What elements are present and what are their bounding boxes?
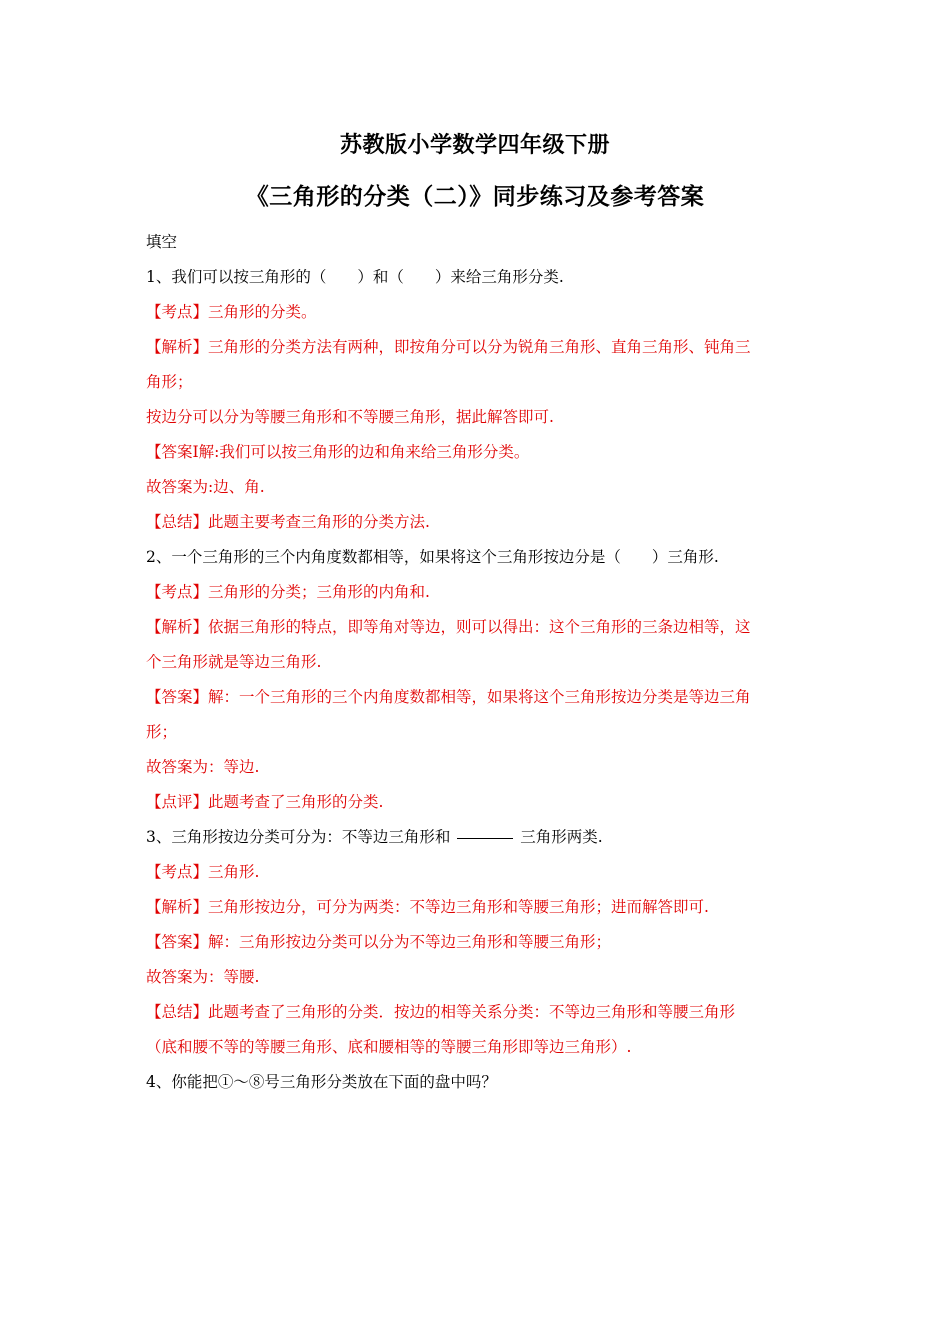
q2-question: 2、一个三角形的三个内角度数都相等，如果将这个三角形按边分是（ ）三角形.: [146, 548, 719, 566]
q2-jiexi-1: 【解析】依据三角形的特点，即等角对等边，则可以得出：这个三角形的三条边相等，这: [146, 618, 751, 636]
title-line-1: 苏教版小学数学四年级下册: [339, 132, 610, 158]
q1-jiexi-1: 【解析】三角形的分类方法有两种，即按角分可以分为锐角三角形、直角三角形、钝角三: [146, 338, 751, 356]
title-line-2: 《三角形的分类（二）》同步练习及参考答案: [245, 183, 705, 210]
q3-answer-blank: [457, 837, 513, 839]
q1-jiexi-3: 按边分可以分为等腰三角形和不等腰三角形，据此解答即可.: [146, 408, 554, 426]
section-heading: 填空: [146, 233, 178, 251]
q1-answer: 【答案Ⅰ解:我们可以按三角形的边和角来给三角形分类。: [146, 443, 530, 461]
content: [146, 225, 806, 1100]
q4-question: 4、你能把①～⑧号三角形分类放在下面的盘中吗？: [146, 1073, 497, 1091]
q3-kaodian: 【考点】三角形.: [146, 863, 260, 881]
q1-kaodian: 【考点】三角形的分类。: [146, 303, 317, 321]
q2-jiexi-2: 个三角形就是等边三角形.: [146, 653, 322, 671]
q2-answer-1: 【答案】解：一个三角形的三个内角度数都相等，如果将这个三角形按边分类是等边三角: [146, 688, 751, 706]
q3-question: [146, 820, 806, 855]
q2-kaodian: 【考点】三角形的分类；三角形的内角和.: [146, 583, 430, 601]
q3-question-end: 三角形两类.: [520, 828, 603, 846]
q3-question-start: 3、三角形按边分类可分为：不等边三角形和: [146, 828, 451, 846]
q1-jiexi-2: 角形；: [146, 373, 193, 391]
q3-answer: 【答案】解：三角形按边分类可以分为不等边三角形和等腰三角形；: [146, 933, 612, 951]
q2-answer-2: 形；: [146, 723, 178, 741]
q2-review: 【点评】此题考查了三角形的分类.: [146, 793, 384, 811]
q3-final: 故答案为：等腰.: [146, 968, 260, 986]
q3-summary-1: 【总结】此题考查了三角形的分类．按边的相等关系分类：不等边三角形和等腰三角形: [146, 1003, 736, 1021]
q3-jiexi: 【解析】三角形按边分，可分为两类：不等边三角形和等腰三角形；进而解答即可.: [146, 898, 709, 916]
q3-summary-2: （底和腰不等的等腰三角形、底和腰相等的等腰三角形即等边三角形）.: [146, 1038, 632, 1056]
q2-final: 故答案为：等边.: [146, 758, 260, 776]
q1-final: 故答案为:边、角.: [146, 478, 265, 496]
q1-summary: 【总结】此题主要考查三角形的分类方法.: [146, 513, 430, 531]
q1-question: 1、我们可以按三角形的（ ）和（ ）来给三角形分类.: [146, 268, 564, 286]
